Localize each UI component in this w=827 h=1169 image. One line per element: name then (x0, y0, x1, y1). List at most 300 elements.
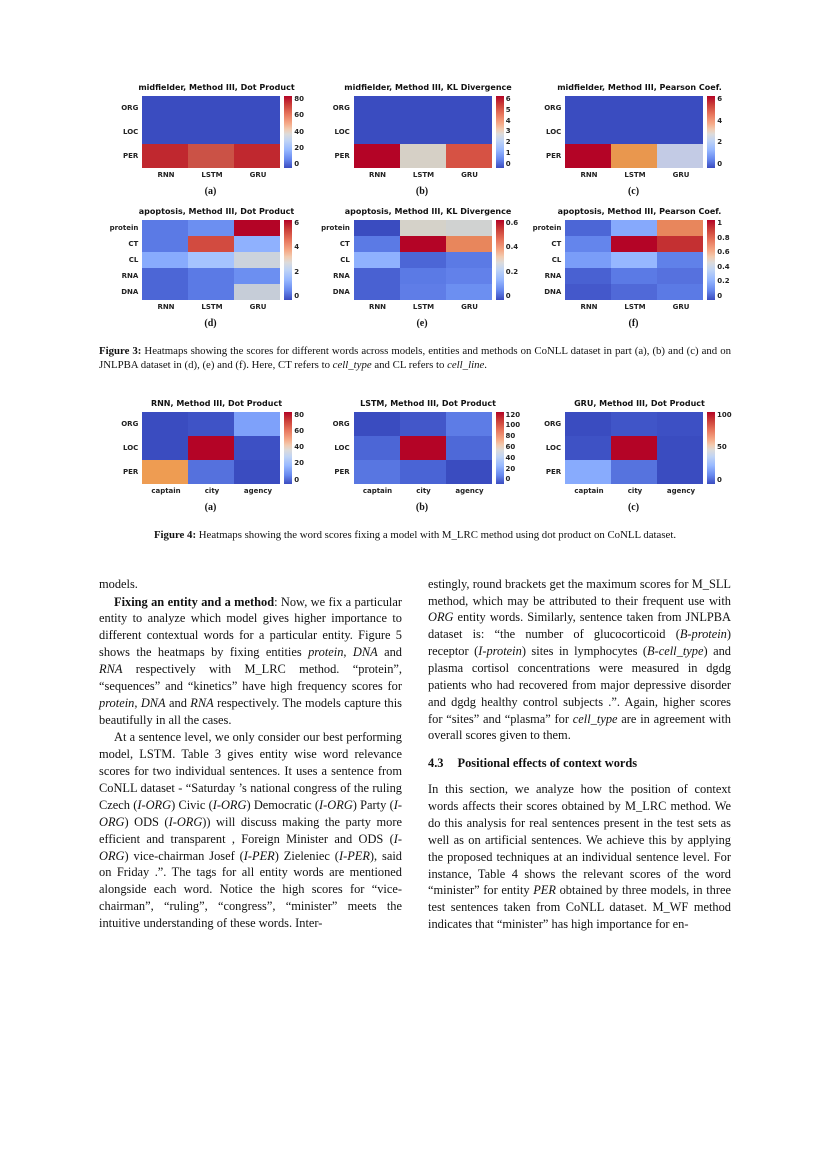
heatmap-cell (400, 96, 446, 120)
heatmap-cell (446, 436, 492, 460)
y-tick-label: LOC (334, 443, 350, 452)
heatmap-title: apoptosis, Method III, Pearson Coef. (557, 207, 722, 216)
text-segment: ) sites in lymphocytes ( (521, 644, 648, 659)
colorbar-tick-label: 0.4 (505, 243, 519, 252)
paragraph (99, 576, 402, 593)
x-tick-label: GRU (461, 303, 478, 311)
colorbar-tick-label: 40 (505, 453, 516, 462)
text-segment: I-ORG (212, 797, 247, 812)
colorbar-tick-label: 0.6 (505, 219, 519, 227)
text-column-left (99, 576, 402, 934)
text-segment: DNA (140, 695, 166, 710)
text-segment: I-PER (338, 848, 370, 863)
heatmap-title: midfielder, Method III, Pearson Coef. (557, 83, 722, 92)
heatmap-cell (446, 236, 492, 252)
y-tick-label: DNA (544, 288, 562, 296)
heatmap-cell (354, 284, 400, 300)
heatmap-cell (446, 412, 492, 436)
y-axis-labels (522, 220, 565, 300)
heatmap-body (311, 96, 520, 168)
heatmap-cell (188, 144, 234, 168)
text-segment: protein (308, 645, 344, 660)
heatmap-cell (657, 220, 703, 236)
x-tick-label: captain (574, 486, 604, 495)
heatmap-title: RNN, Method III, Dot Product (150, 398, 283, 408)
colorbar-tick-label: 0.2 (717, 277, 730, 286)
y-tick-label: LOC (334, 128, 350, 136)
text-segment: ) Democratic ( (246, 797, 320, 812)
text-segment: cell_type (572, 711, 618, 726)
heatmap-cell (188, 96, 234, 120)
x-axis-labels (566, 168, 731, 179)
heatmap-cell (446, 120, 492, 144)
x-tick-label: captain (151, 486, 181, 495)
x-tick-label: agency (455, 486, 484, 495)
x-tick-label: RNN (368, 171, 387, 179)
heatmap-cell (234, 252, 280, 268)
x-axis-labels (355, 484, 520, 495)
y-axis-labels (99, 96, 142, 168)
x-tick-label: agency (666, 486, 696, 495)
heatmap-body (311, 220, 520, 300)
heatmap-cell (565, 120, 611, 144)
text-segment: I-ORG (99, 797, 402, 829)
x-tick-label: LSTM (624, 303, 646, 311)
heatmap-cell (234, 96, 280, 120)
colorbar-tick-label: 40 (294, 127, 304, 136)
heatmap-panel (99, 399, 308, 513)
heatmap-cell (565, 436, 611, 460)
text-segment: DNA (352, 645, 378, 660)
x-tick-label: city (627, 486, 643, 495)
heatmap-cell (234, 412, 280, 436)
y-tick-label: PER (545, 467, 562, 476)
heatmap-grid (565, 96, 703, 168)
heatmap-cell (400, 412, 446, 436)
heatmap-cell (657, 284, 703, 300)
text-segment: Heatmaps showing the word scores fixing a model with M_LRC method using dot product on CoNLL dataset. (198, 528, 677, 541)
heatmap-cell (142, 436, 188, 460)
heatmap-cell (354, 252, 400, 268)
heatmap-cell (657, 460, 703, 484)
x-tick-label: GRU (249, 171, 267, 179)
colorbar (284, 412, 292, 484)
x-tick-label: GRU (249, 303, 267, 311)
heatmap-cell (188, 252, 234, 268)
heatmap-cell (354, 144, 400, 168)
heatmap-grid (565, 220, 703, 300)
colorbar-tick-label: 100 (717, 410, 732, 419)
heatmap-cell (188, 460, 234, 484)
heatmap-cell (657, 236, 703, 252)
text-segment: are in agreement with overall scores given to them. (428, 711, 732, 743)
heatmap-cell (611, 96, 657, 120)
heatmap-title: midfielder, Method III, KL Divergence (344, 83, 512, 92)
subfigure-label: (b) (415, 501, 429, 513)
heatmap-body (99, 220, 308, 300)
heatmap-cell (657, 96, 703, 120)
x-axis-labels (566, 300, 731, 311)
y-tick-label: LOC (545, 443, 562, 452)
heatmap-title: apoptosis, Method III, Dot Product (138, 207, 295, 216)
heatmap-title: LSTM, Method III, Dot Product (360, 398, 496, 408)
x-axis-labels (143, 300, 308, 311)
colorbar (496, 96, 504, 168)
text-segment: I-ORG (137, 797, 172, 812)
heatmap-cell (354, 460, 400, 484)
heatmap-cell (188, 268, 234, 284)
text-segment: protein (99, 695, 135, 710)
x-tick-label: captain (362, 486, 393, 495)
x-tick-label: LSTM (201, 171, 223, 179)
heatmap-body (99, 96, 308, 168)
subfigure-label: (a) (204, 186, 217, 197)
heatmap-cell (565, 144, 611, 168)
x-tick-label: LSTM (412, 171, 435, 179)
heatmap-cell (188, 284, 234, 300)
text-segment: , (343, 645, 353, 660)
y-tick-label: LOC (546, 128, 562, 136)
y-axis-labels (99, 412, 142, 484)
colorbar-tick-label: 0.2 (505, 267, 519, 276)
page-content (99, 83, 731, 934)
heatmap-body (522, 412, 731, 484)
x-tick-label: GRU (461, 171, 478, 179)
y-tick-label: PER (334, 467, 350, 476)
heatmap-cell (657, 268, 703, 284)
heatmap-title: apoptosis, Method III, KL Divergence (344, 207, 512, 216)
text-segment: respectively with M_LRC method. “protein”, “sequences” and “kinetics” have high frequency scores for (99, 662, 402, 693)
text-segment: At a sentence level, we only consider our best performing model, LSTM. Table 3 gives entity wise word relevance scores for two individual sentences. It uses a sentence from CoNLL dataset - “Saturday ’s national congress of the ruling Czech ( (99, 730, 402, 812)
heatmap-panel (311, 83, 520, 197)
colorbar-ticks (717, 412, 731, 484)
y-axis-labels (522, 96, 565, 168)
text-segment: and CL refers to (371, 359, 448, 372)
figure-3 (99, 83, 731, 373)
text-segment: ) ODS ( (124, 814, 169, 829)
colorbar-tick-label: 120 (505, 410, 521, 419)
y-tick-label: CL (340, 256, 350, 264)
section-number: 4.3 (428, 756, 444, 771)
colorbar-ticks (294, 96, 308, 168)
figure3-row-1 (99, 83, 731, 197)
colorbar-tick-label: 80 (294, 95, 304, 103)
heatmap-cell (611, 236, 657, 252)
colorbar-tick-label: 2 (717, 138, 723, 147)
subfigure-label: (d) (204, 318, 217, 329)
heatmap-cell (354, 236, 400, 252)
colorbar (496, 220, 504, 300)
heatmap-grid (354, 412, 492, 484)
heatmap-cell (611, 120, 657, 144)
text-segment: I-ORG (168, 814, 203, 829)
text-segment: Figure 3: (99, 345, 145, 357)
y-tick-label: CT (551, 240, 562, 248)
heatmap-cell (565, 412, 611, 436)
colorbar-tick-label: 0 (717, 159, 723, 168)
heatmap-cell (234, 460, 280, 484)
heatmap-cell (446, 268, 492, 284)
heatmap-grid (354, 96, 492, 168)
text-segment: I-ORG (99, 831, 402, 863)
body-text (99, 576, 731, 934)
heatmap-cell (657, 144, 703, 168)
text-segment: Fixing an entity and a method (114, 594, 275, 609)
y-tick-label: ORG (544, 419, 562, 428)
colorbar-ticks (506, 96, 520, 168)
heatmap-panel (311, 207, 520, 329)
heatmap-cell (354, 120, 400, 144)
text-segment: I-protein (478, 644, 522, 659)
colorbar-tick-label: 4 (717, 116, 723, 125)
figure3-row-2 (99, 207, 731, 329)
heatmap-cell (354, 220, 400, 236)
heatmap-cell (142, 236, 188, 252)
x-axis-labels (566, 484, 731, 495)
heatmap-grid (565, 412, 703, 484)
heatmap-cell (611, 268, 657, 284)
x-axis-labels (355, 300, 520, 311)
heatmap-cell (565, 220, 611, 236)
y-tick-label: ORG (544, 104, 562, 112)
text-segment: RNA (99, 662, 123, 677)
colorbar-tick-label: 2 (294, 267, 300, 276)
text-segment: )) will discuss making the party more efficient and transparent , Foreign Minister and ODS ( (99, 814, 402, 846)
y-tick-label: RNA (121, 272, 139, 280)
heatmap-cell (657, 412, 703, 436)
colorbar-ticks (717, 220, 731, 300)
colorbar-tick-label: 4 (294, 243, 300, 252)
y-tick-label: DNA (332, 288, 350, 296)
colorbar-tick-label: 20 (294, 143, 304, 152)
heatmap-cell (611, 252, 657, 268)
heatmap-cell (446, 144, 492, 168)
heatmap-cell (657, 120, 703, 144)
colorbar-tick-label: 40 (294, 443, 304, 451)
heatmap-cell (234, 436, 280, 460)
colorbar-tick-label: 0 (505, 159, 511, 168)
x-tick-label: city (416, 486, 431, 495)
colorbar-tick-label: 0 (717, 475, 722, 484)
heatmap-cell (400, 120, 446, 144)
heatmap-body (522, 220, 731, 300)
y-tick-label: PER (123, 467, 139, 476)
text-segment: I-ORG (319, 797, 353, 812)
y-tick-label: PER (334, 152, 350, 160)
y-tick-label: RNA (333, 272, 350, 280)
y-axis-labels (522, 412, 565, 484)
text-segment: obtained by three models, in three test sentences taken from CoNLL dataset. M_WF method indicates that “minister” has high importance for en- (428, 883, 731, 932)
y-tick-label: protein (532, 224, 562, 232)
colorbar-tick-label: 1 (717, 219, 723, 227)
y-axis-labels (99, 220, 142, 300)
y-tick-label: DNA (121, 288, 139, 296)
heatmap-panel (99, 207, 308, 329)
heatmap-cell (188, 236, 234, 252)
heatmap-cell (446, 96, 492, 120)
y-tick-label: ORG (121, 104, 139, 112)
text-segment: ) vice-chairman Josef ( (124, 848, 244, 863)
colorbar-ticks (717, 96, 731, 168)
heatmap-cell (611, 284, 657, 300)
heatmap-cell (611, 436, 657, 460)
text-segment: ) Party ( (352, 797, 394, 812)
paragraph (99, 594, 402, 729)
heatmap-title: midfielder, Method III, Dot Product (138, 83, 295, 92)
x-tick-label: RNN (580, 171, 598, 179)
colorbar-tick-label: 6 (505, 95, 511, 103)
heatmap-cell (611, 412, 657, 436)
subfigure-label: (c) (627, 186, 640, 197)
colorbar-ticks (506, 412, 520, 484)
subfigure-label: (a) (204, 501, 217, 513)
y-tick-label: CT (128, 240, 139, 248)
x-tick-label: GRU (672, 303, 690, 311)
heatmap-cell (446, 252, 492, 268)
text-segment: ) Zieleniec ( (274, 848, 339, 863)
figure-4 (99, 399, 731, 542)
figure4-row-1 (99, 399, 731, 513)
colorbar-tick-label: 0.6 (717, 248, 730, 257)
colorbar-ticks (294, 220, 308, 300)
y-tick-label: LOC (123, 443, 139, 452)
heatmap-cell (234, 268, 280, 284)
figure4-caption (99, 528, 731, 542)
colorbar-ticks (294, 412, 308, 484)
heatmap-cell (565, 284, 611, 300)
heatmap-body (522, 96, 731, 168)
heatmap-cell (611, 460, 657, 484)
text-segment: estingly, round brackets get the maximum scores for M_SLL method, which may be attributed to their frequent use with (428, 576, 731, 608)
heatmap-cell (142, 220, 188, 236)
y-tick-label: PER (123, 152, 139, 160)
y-tick-label: RNA (544, 272, 562, 280)
heatmap-cell (400, 252, 446, 268)
heatmap-cell (400, 436, 446, 460)
heatmap-panel (99, 83, 308, 197)
text-segment: and (165, 695, 191, 710)
colorbar-tick-label: 0 (505, 291, 511, 300)
text-segment: ), said on Friday .”. The tags for all entity words are mentioned alongside each word. Notice the high scores for “vice-chairman”, “ruling”, “congress”, “minister” meets the intuitive understanding of these words. Inter- (99, 848, 403, 930)
colorbar-ticks (506, 220, 520, 300)
heatmap-cell (142, 96, 188, 120)
text-segment: respectively. The models capture this beautifully in all the cases. (99, 695, 402, 727)
y-axis-labels (311, 96, 354, 168)
heatmap-cell (354, 96, 400, 120)
heatmap-cell (657, 436, 703, 460)
y-tick-label: CL (128, 256, 139, 264)
text-segment: entity words. Similarly, sentence taken from JNLPBA dataset is: “the number of glucocorticoid ( (428, 610, 731, 642)
colorbar (284, 220, 292, 300)
text-segment: models. (99, 576, 138, 591)
x-tick-label: GRU (672, 171, 690, 179)
text-segment: and (377, 645, 402, 660)
colorbar-tick-label: 6 (294, 219, 300, 227)
colorbar-tick-label: 20 (505, 464, 516, 473)
heatmap-panel (311, 399, 520, 513)
text-segment: . (484, 359, 487, 372)
x-tick-label: RNN (580, 303, 598, 311)
text-segment: PER (533, 883, 556, 898)
colorbar (284, 96, 292, 168)
heatmap-panel (522, 207, 731, 329)
heatmap-cell (234, 284, 280, 300)
heatmap-cell (142, 144, 188, 168)
subfigure-label: (e) (416, 318, 428, 329)
heatmap-cell (188, 220, 234, 236)
heatmap-cell (446, 220, 492, 236)
colorbar-tick-label: 4 (505, 116, 511, 125)
x-tick-label: LSTM (624, 171, 646, 179)
heatmap-cell (565, 252, 611, 268)
heatmap-cell (188, 412, 234, 436)
text-segment: Figure 4: (153, 528, 199, 541)
colorbar-tick-label: 80 (505, 432, 516, 441)
text-segment: B-protein (679, 627, 727, 642)
y-axis-labels (311, 220, 354, 300)
text-column-right (428, 576, 731, 934)
y-tick-label: ORG (332, 419, 350, 428)
text-segment: In this section, we analyze how the position of context words affects their scores obtained by M_LRC method. We do this analysis for real sentences present in the test sets as well as on artificial sentences. We achieve this by applying the proposed techniques at an individual sentence level. For instance, Table 4 shows the relevant scores of the word “minister” for entity (428, 782, 731, 898)
heatmap-cell (400, 144, 446, 168)
text-segment: ) Civic ( (171, 797, 213, 812)
colorbar-tick-label: 50 (717, 443, 727, 451)
x-tick-label: RNN (157, 171, 175, 179)
text-segment: B-cell_type (647, 644, 704, 659)
text-segment: : Now, we fix a particular entity to analyze which model gives higher importance to different contextual words for a particular entity. Figure 5 shows the heatmaps by fixing entities (99, 594, 402, 660)
heatmap-cell (188, 436, 234, 460)
heatmap-grid (142, 96, 280, 168)
x-tick-label: city (204, 486, 220, 495)
text-segment: ) receptor ( (428, 627, 731, 659)
heatmap-cell (354, 436, 400, 460)
colorbar-tick-label: 0 (294, 291, 300, 300)
colorbar (496, 412, 504, 484)
y-tick-label: PER (546, 152, 562, 160)
heatmap-cell (142, 120, 188, 144)
subfigure-label: (f) (628, 318, 639, 329)
heatmap-cell (142, 460, 188, 484)
heatmap-cell (565, 460, 611, 484)
heatmap-cell (657, 252, 703, 268)
colorbar-tick-label: 0 (294, 160, 300, 168)
colorbar-tick-label: 3 (505, 127, 511, 136)
text-segment: RNA (190, 695, 214, 710)
x-tick-label: LSTM (201, 303, 223, 311)
paragraph (428, 781, 731, 933)
colorbar (707, 96, 715, 168)
colorbar-tick-label: 0.8 (717, 233, 730, 242)
heatmap-cell (188, 120, 234, 144)
heatmap-cell (611, 220, 657, 236)
x-tick-label: RNN (368, 303, 387, 311)
heatmap-cell (611, 144, 657, 168)
heatmap-cell (354, 412, 400, 436)
colorbar-tick-label: 6 (717, 95, 723, 103)
x-axis-labels (143, 484, 308, 495)
colorbar-tick-label: 0 (505, 475, 511, 484)
heatmap-cell (400, 284, 446, 300)
figure3-caption (99, 344, 731, 373)
x-axis-labels (143, 168, 308, 179)
heatmap-panel (522, 399, 731, 513)
subfigure-label: (b) (415, 186, 429, 197)
y-tick-label: protein (321, 224, 350, 232)
section-heading (428, 755, 731, 772)
colorbar (707, 220, 715, 300)
text-segment: cell_type (332, 359, 372, 372)
x-tick-label: LSTM (412, 303, 435, 311)
